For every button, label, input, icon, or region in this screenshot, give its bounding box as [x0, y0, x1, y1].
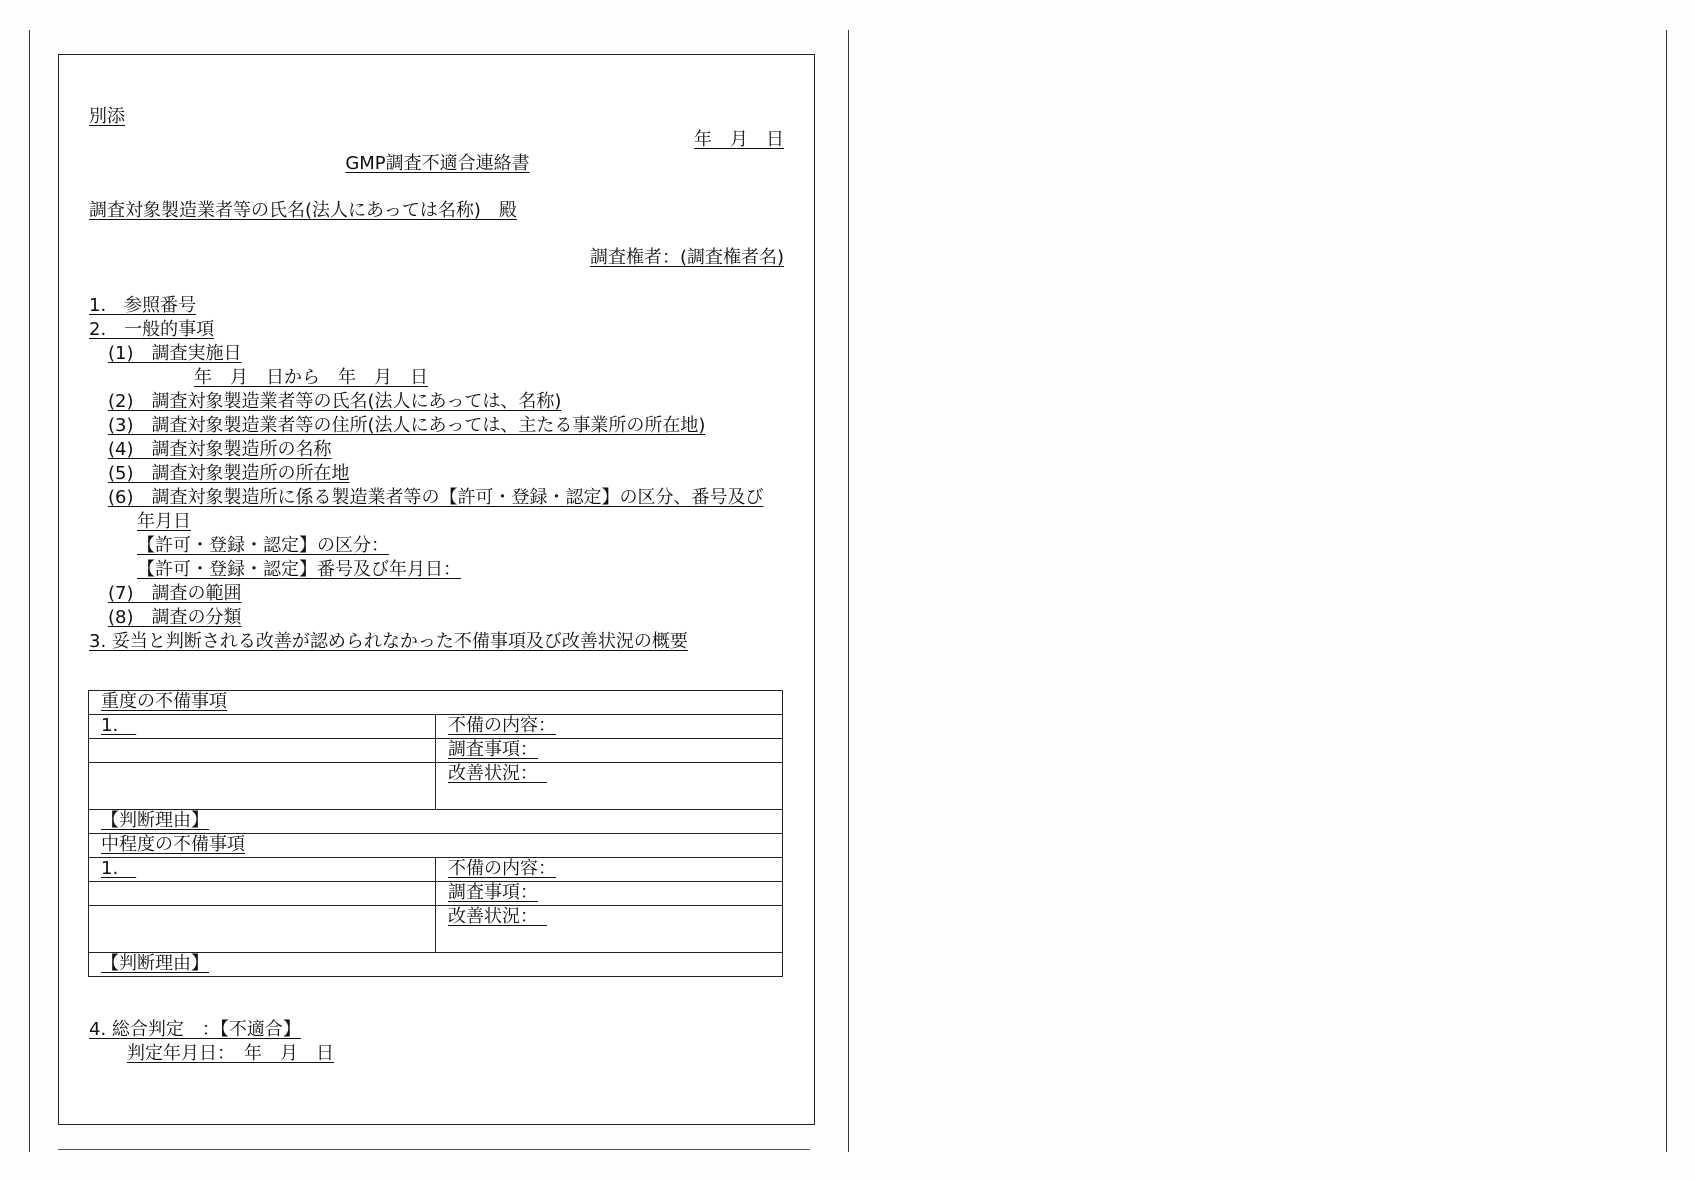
moderate-deficiency-label: 不備の内容： [448, 858, 556, 879]
center-divider-line [848, 30, 849, 1152]
section-2-2: (2) 調査対象製造業者等の氏名(法人にあっては、名称) [108, 391, 562, 412]
severe-item-number: 1. [101, 715, 137, 736]
license-number-date: 【許可・登録・認定】番号及び年月日： [137, 559, 461, 580]
authority: 調査権者：(調査権者名) [589, 247, 784, 268]
moderate-inspection-item-label: 調査事項： [448, 882, 538, 903]
section-2-1: (1) 調査実施日 [108, 343, 242, 364]
addressee: 調査対象製造業者等の氏名(法人にあっては名称) 殿 [89, 200, 517, 221]
deficiency-table [88, 690, 783, 977]
attachment-label: 別添 [89, 106, 125, 127]
judgment-date: 判定年月日： 年 月 日 [127, 1043, 334, 1064]
inspection-dates: 年 月 日から 年 月 日 [194, 367, 428, 388]
section-1: 1. 参照番号 [89, 295, 197, 316]
right-margin-line [1666, 30, 1667, 1152]
moderate-reason-label: 【判断理由】 [101, 953, 209, 974]
section-4: 4. 総合判定 ：【不適合】 [89, 1019, 301, 1040]
moderate-improvement-label: 改善状況： [448, 906, 547, 927]
section-2-4: (4) 調査対象製造所の名称 [108, 439, 332, 460]
section-2-6-cont: 年月日 [137, 511, 191, 532]
section-2-3: (3) 調査対象製造業者等の住所(法人にあっては、主たる事業所の所在地) [108, 415, 706, 436]
severe-reason-label: 【判断理由】 [101, 810, 209, 831]
moderate-header: 中程度の不備事項 [101, 834, 245, 855]
left-margin-line [29, 30, 30, 1152]
section-2: 2. 一般的事項 [89, 319, 215, 340]
severe-header: 重度の不備事項 [101, 691, 227, 712]
section-2-5: (5) 調査対象製造所の所在地 [108, 463, 350, 484]
severe-deficiency-label: 不備の内容： [448, 715, 556, 736]
document-page [58, 54, 815, 1125]
section-3: 3. 妥当と判断される改善が認められなかった不備事項及び改善状況の概要 [89, 631, 688, 652]
document-title: GMP調査不適合連絡書 [345, 153, 530, 174]
severe-improvement-label: 改善状況： [448, 763, 547, 784]
section-2-7: (7) 調査の範囲 [108, 583, 242, 604]
moderate-item-number: 1. [101, 858, 137, 879]
document-date: 年 月 日 [694, 129, 784, 150]
license-category: 【許可・登録・認定】の区分： [137, 535, 389, 556]
section-2-6: (6) 調査対象製造所に係る製造業者等の【許可・登録・認定】の区分、番号及び [108, 487, 764, 508]
severe-inspection-item-label: 調査事項： [448, 739, 538, 760]
section-2-8: (8) 調査の分類 [108, 607, 242, 628]
bottom-rule [58, 1149, 810, 1150]
